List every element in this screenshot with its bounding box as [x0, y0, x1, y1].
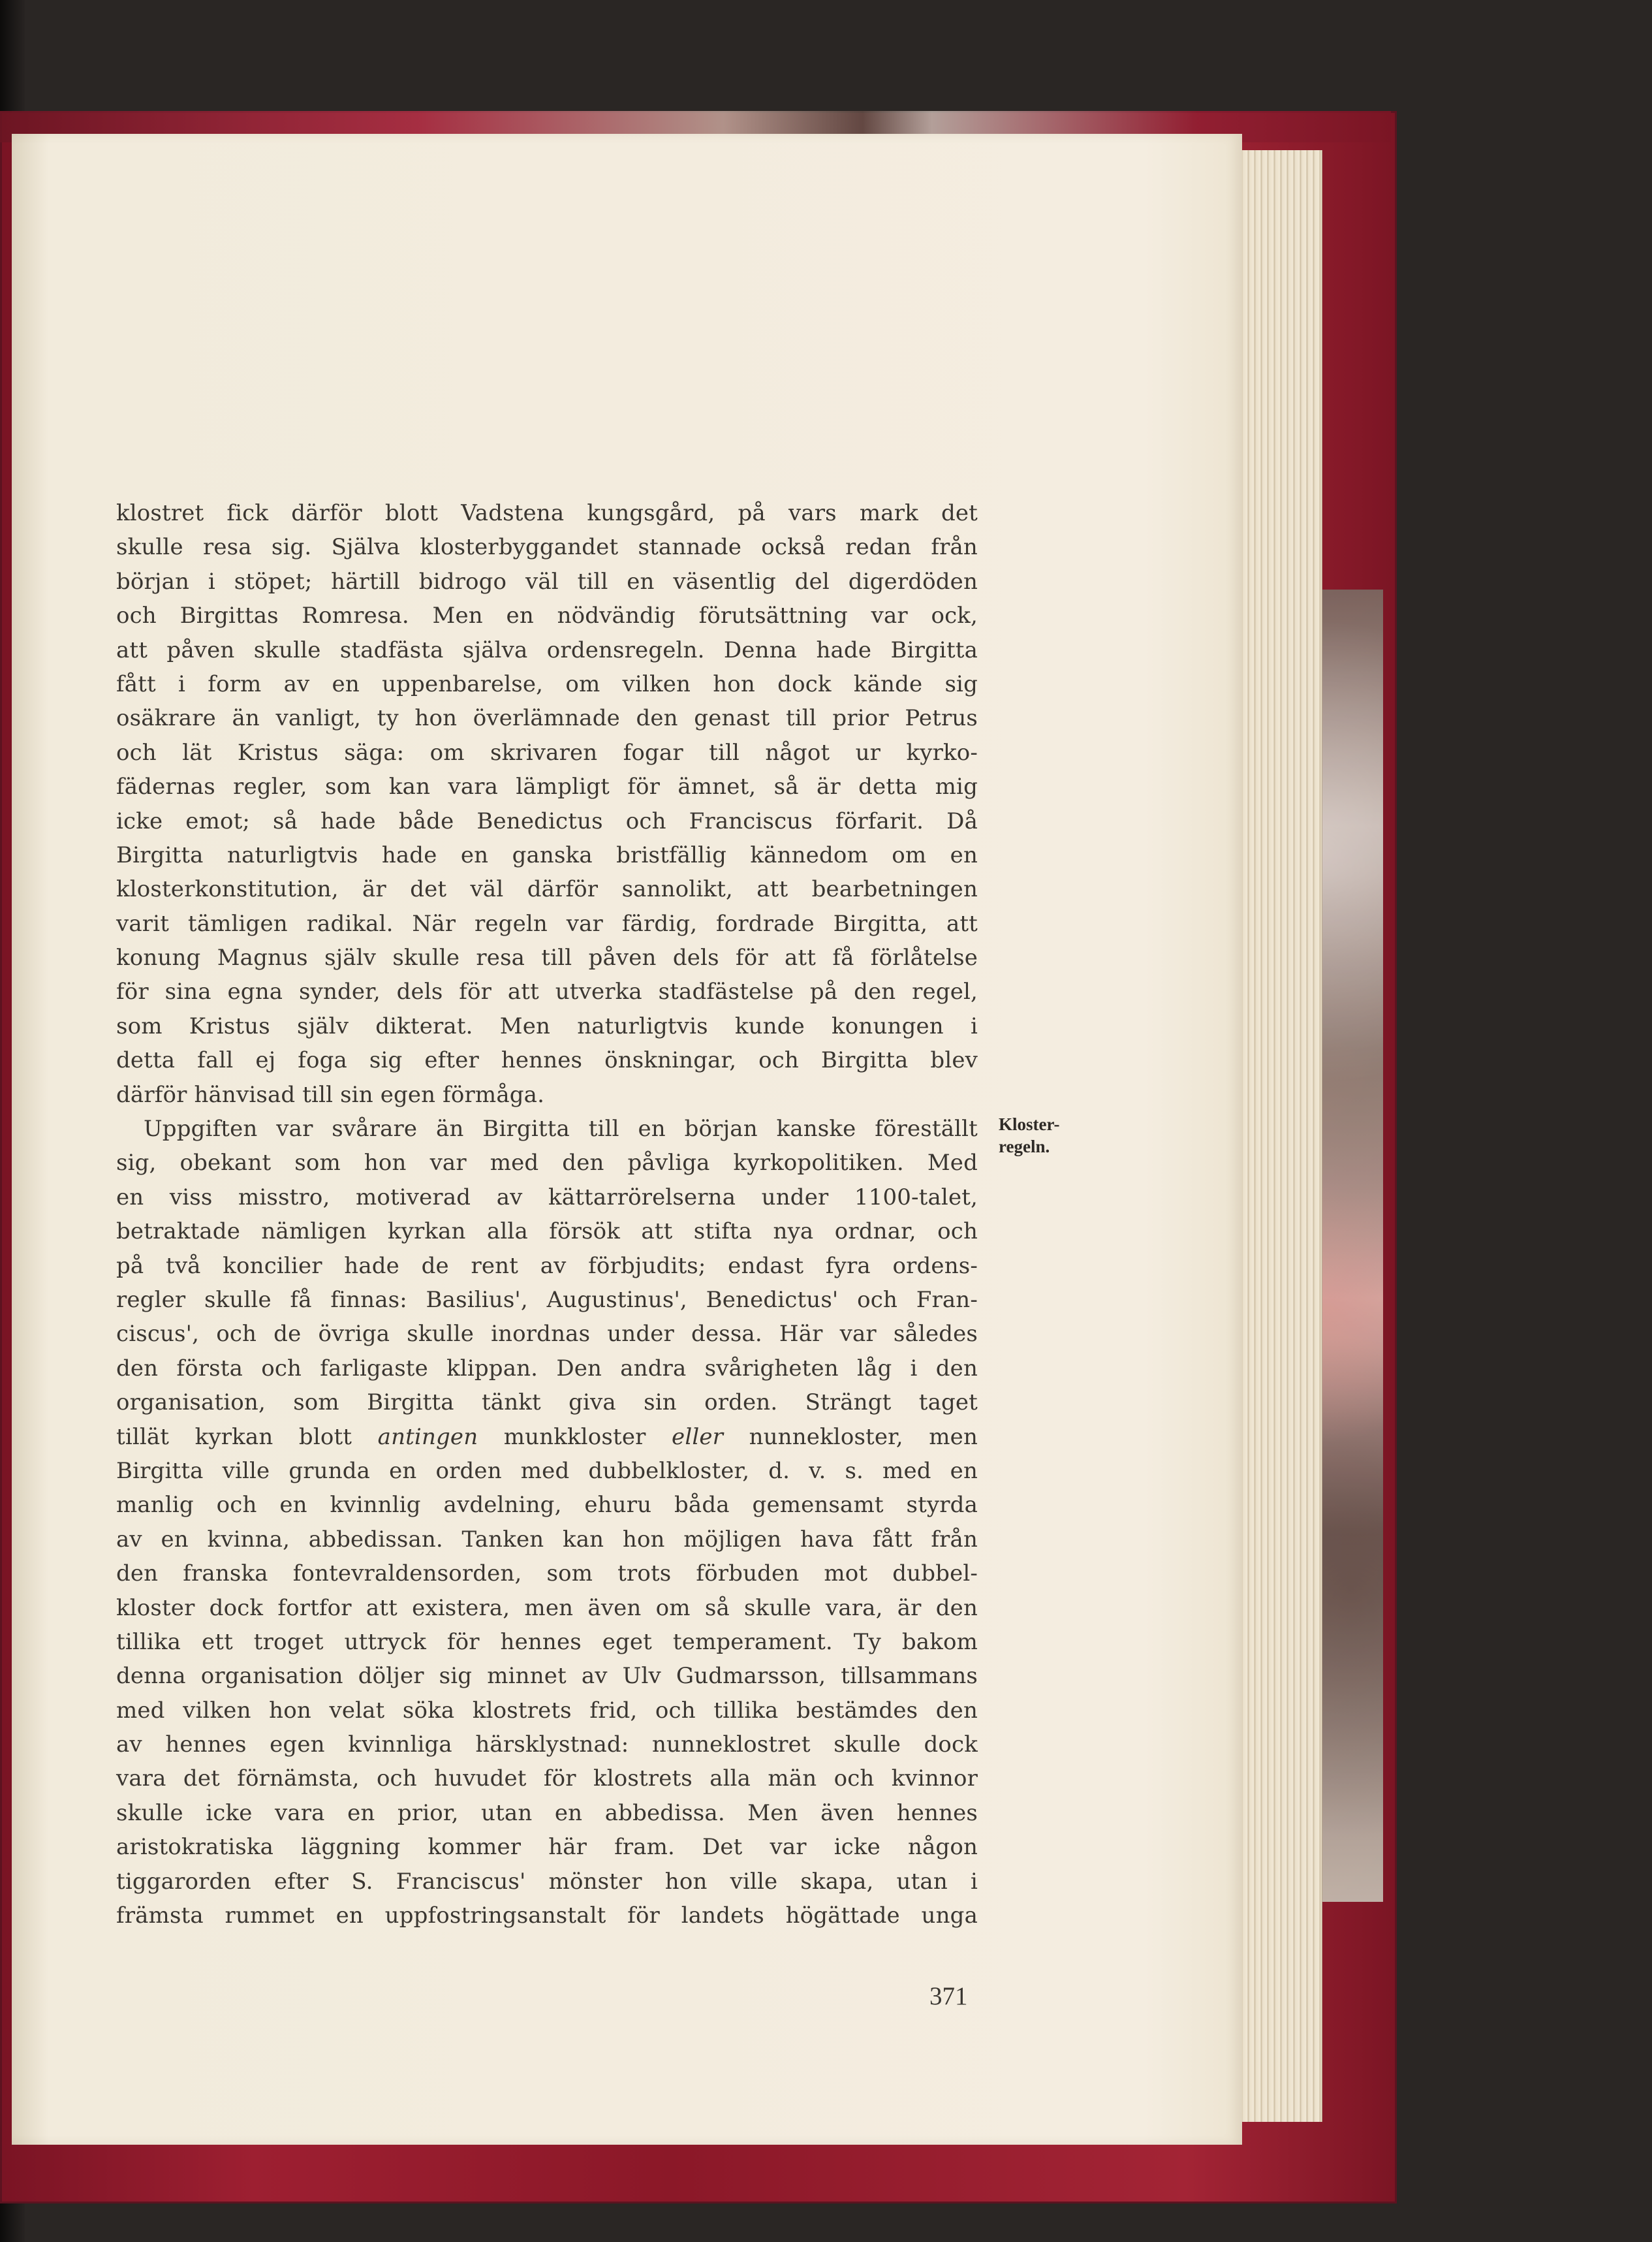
marginal-note-line: Kloster- — [999, 1114, 1060, 1134]
page-number: 371 — [929, 1982, 968, 2010]
text-line: Birgitta naturligtvis hade en ganska bristfällig kännedom om en — [116, 842, 978, 868]
text-line: icke emot; så hade både Benedictus och Franciscus förfarit. Då — [116, 808, 978, 834]
text-line: därför hänvisad till sin egen förmåga. — [116, 1081, 545, 1108]
text-line: konung Magnus själv skulle resa till påven dels för att få förlåtelse — [116, 945, 978, 971]
text-line: främsta rummet en uppfostringsanstalt för landets högättade unga — [116, 1903, 978, 1929]
text-line: organisation, som Birgitta tänkt giva sin orden. Strängt taget — [116, 1389, 978, 1416]
text-line: detta fall ej foga sig efter hennes önskningar, och Birgitta blev — [116, 1047, 978, 1074]
text-line: varit tämligen radikal. När regeln var färdig, fordrade Birgitta, att — [116, 910, 978, 937]
text-line: kloster dock fortfor att existera, men även om så skulle vara, är den — [116, 1594, 978, 1621]
text-line: den franska fontevraldensorden, som trots förbuden mot dubbel- — [116, 1560, 978, 1587]
text-line: en viss misstro, motiverad av kättarrörelserna under 1100-talet, — [116, 1184, 978, 1210]
text-line: att påven skulle stadfästa själva ordensregeln. Denna hade Birgitta — [116, 637, 978, 663]
text-segment: nunnekloster, men — [723, 1423, 978, 1450]
text-line-with-italics — [116, 1420, 978, 1454]
text-line: ciscus', och de övriga skulle inordnas under dessa. Här var således — [116, 1321, 978, 1348]
marginal-note-line: regeln. — [999, 1137, 1050, 1156]
text-line: fått i form av en uppenbarelse, om vilken hon dock kände sig — [116, 671, 978, 697]
text-line: på två koncilier hade de rent av förbjudits; endast fyra ordens- — [116, 1252, 978, 1279]
book-page — [12, 134, 1242, 2145]
text-line: osäkrare än vanligt, ty hon överlämnade den genast till prior Petrus — [116, 705, 978, 732]
italic-word-eller: eller — [672, 1423, 724, 1450]
italic-word-antingen: antingen — [377, 1423, 478, 1450]
text-line: tiggarorden efter S. Franciscus' mönster hon ville skapa, utan i — [116, 1868, 978, 1895]
text-line: av hennes egen kvinnliga härsklystnad: nunneklostret skulle dock — [116, 1731, 978, 1758]
text-line: fädernas regler, som kan vara lämpligt för ämnet, så är detta mig — [116, 774, 978, 800]
text-line: den första och farligaste klippan. Den andra svårigheten låg i den — [116, 1355, 978, 1382]
text-line: som Kristus själv dikterat. Men naturligtvis kunde konungen i — [116, 1013, 978, 1039]
paragraph-1 — [116, 496, 978, 1112]
marginal-note — [999, 1113, 1083, 1158]
text-line: och Birgittas Romresa. Men en nödvändig förutsättning var ock, — [116, 603, 978, 629]
text-line: för sina egna synder, dels för att utverka stadfästelse på den regel, — [116, 979, 978, 1005]
text-line: klosterkonstitution, är det väl därför sannolikt, att bearbetningen — [116, 876, 978, 903]
text-line: sig, obekant som hon var med den påvliga kyrkopolitiken. Med — [116, 1150, 978, 1176]
text-line: vara det förnämsta, och huvudet för klostrets alla män och kvinnor — [116, 1765, 978, 1792]
text-line: manlig och en kvinnlig avdelning, ehuru båda gemensamt styrda — [116, 1492, 978, 1519]
text-line: skulle icke vara en prior, utan en abbedissa. Men även hennes — [116, 1799, 978, 1826]
text-line: och lät Kristus säga: om skrivaren fogar till något ur kyrko- — [116, 739, 978, 766]
text-line: skulle resa sig. Själva klosterbyggandet stannade också redan från — [116, 534, 978, 561]
text-segment: tillät kyrkan blott — [116, 1423, 378, 1450]
text-line: början i stöpet; härtill bidrogo väl till en väsentlig del digerdöden — [116, 568, 978, 595]
text-line: denna organisation döljer sig minnet av Ulv Gudmarsson, tillsammans — [116, 1663, 978, 1690]
text-line: aristokratiska läggning kommer här fram. Det var icke någon — [116, 1834, 978, 1861]
paragraph-2 — [116, 1112, 978, 1933]
text-line: Birgitta ville grunda en orden med dubbelkloster, d. v. s. med en — [116, 1457, 978, 1484]
text-segment: munkkloster — [478, 1423, 672, 1450]
text-line: klostret fick därför blott Vadstena kungsgård, på vars mark det — [116, 500, 978, 526]
text-line: med vilken hon velat söka klostrets frid, och tillika bestämdes den — [116, 1697, 978, 1724]
text-line: betraktade nämligen kyrkan alla försök att stifta nya ordnar, och — [116, 1218, 978, 1245]
text-line: tillika ett troget uttryck för hennes eget temperament. Ty bakom — [116, 1628, 978, 1655]
text-line: Uppgiften var svårare än Birgitta till en början kanske föreställt — [144, 1116, 978, 1143]
text-line: regler skulle få finnas: Basilius', Augustinus', Benedictus' och Fran- — [116, 1286, 978, 1313]
page-text-block — [116, 496, 978, 1933]
text-line: av en kvinna, abbedissan. Tanken kan hon möjligen hava fått från — [116, 1526, 978, 1553]
